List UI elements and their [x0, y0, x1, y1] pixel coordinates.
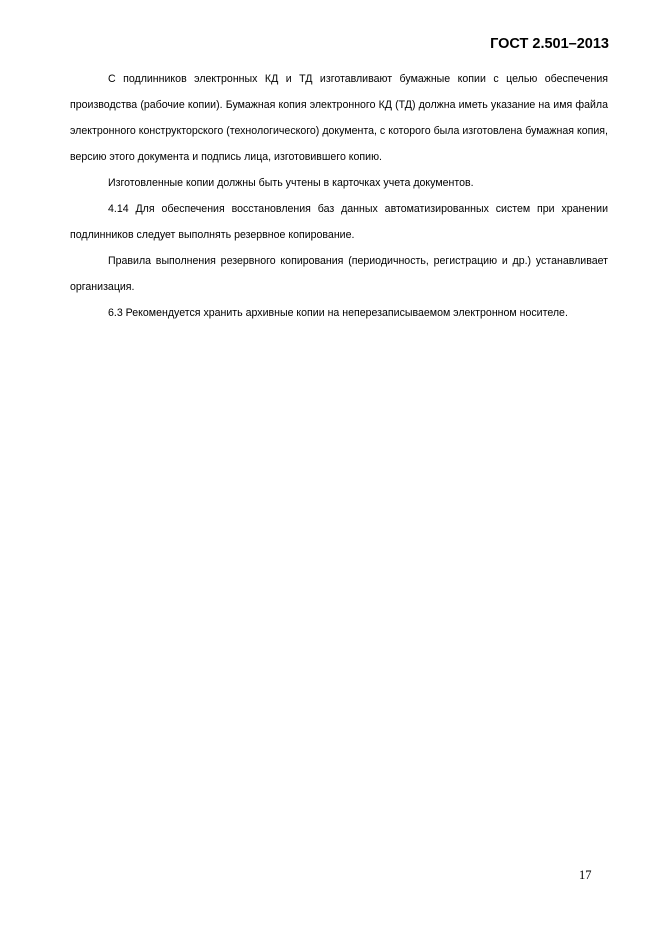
paragraph-clause-4-14: 4.14 Для обеспечения восстановления баз данных автоматизированных систем при хранении подлинников следует выполнять резервное копирование. [70, 203, 608, 241]
document-standard-header: ГОСТ 2.501–2013 [490, 36, 609, 52]
paragraph-backup-rules: Правила выполнения резервного копирования (периодичность, регистрацию и др.) устанавливает организация. [70, 255, 608, 293]
document-body [70, 66, 608, 326]
paragraph-copies-registration: Изготовленные копии должны быть учтены в карточках учета документов. [108, 177, 474, 189]
paragraph-clause-6-3: 6.3 Рекомендуется хранить архивные копии на неперезаписываемом электронном носителе. [108, 307, 568, 319]
page-number: 17 [579, 868, 592, 882]
paragraph-paper-copies: С подлинников электронных КД и ТД изготавливают бумажные копии с целью обеспечения производства (рабочие копии). Бумажная копия электронного КД (ТД) должна иметь указание на имя файла электронного конструкторского (технологического) документа, с которого была изготовлена бумажная копия, версию этого документа и подпись лица, изготовившего копию. [70, 73, 608, 163]
